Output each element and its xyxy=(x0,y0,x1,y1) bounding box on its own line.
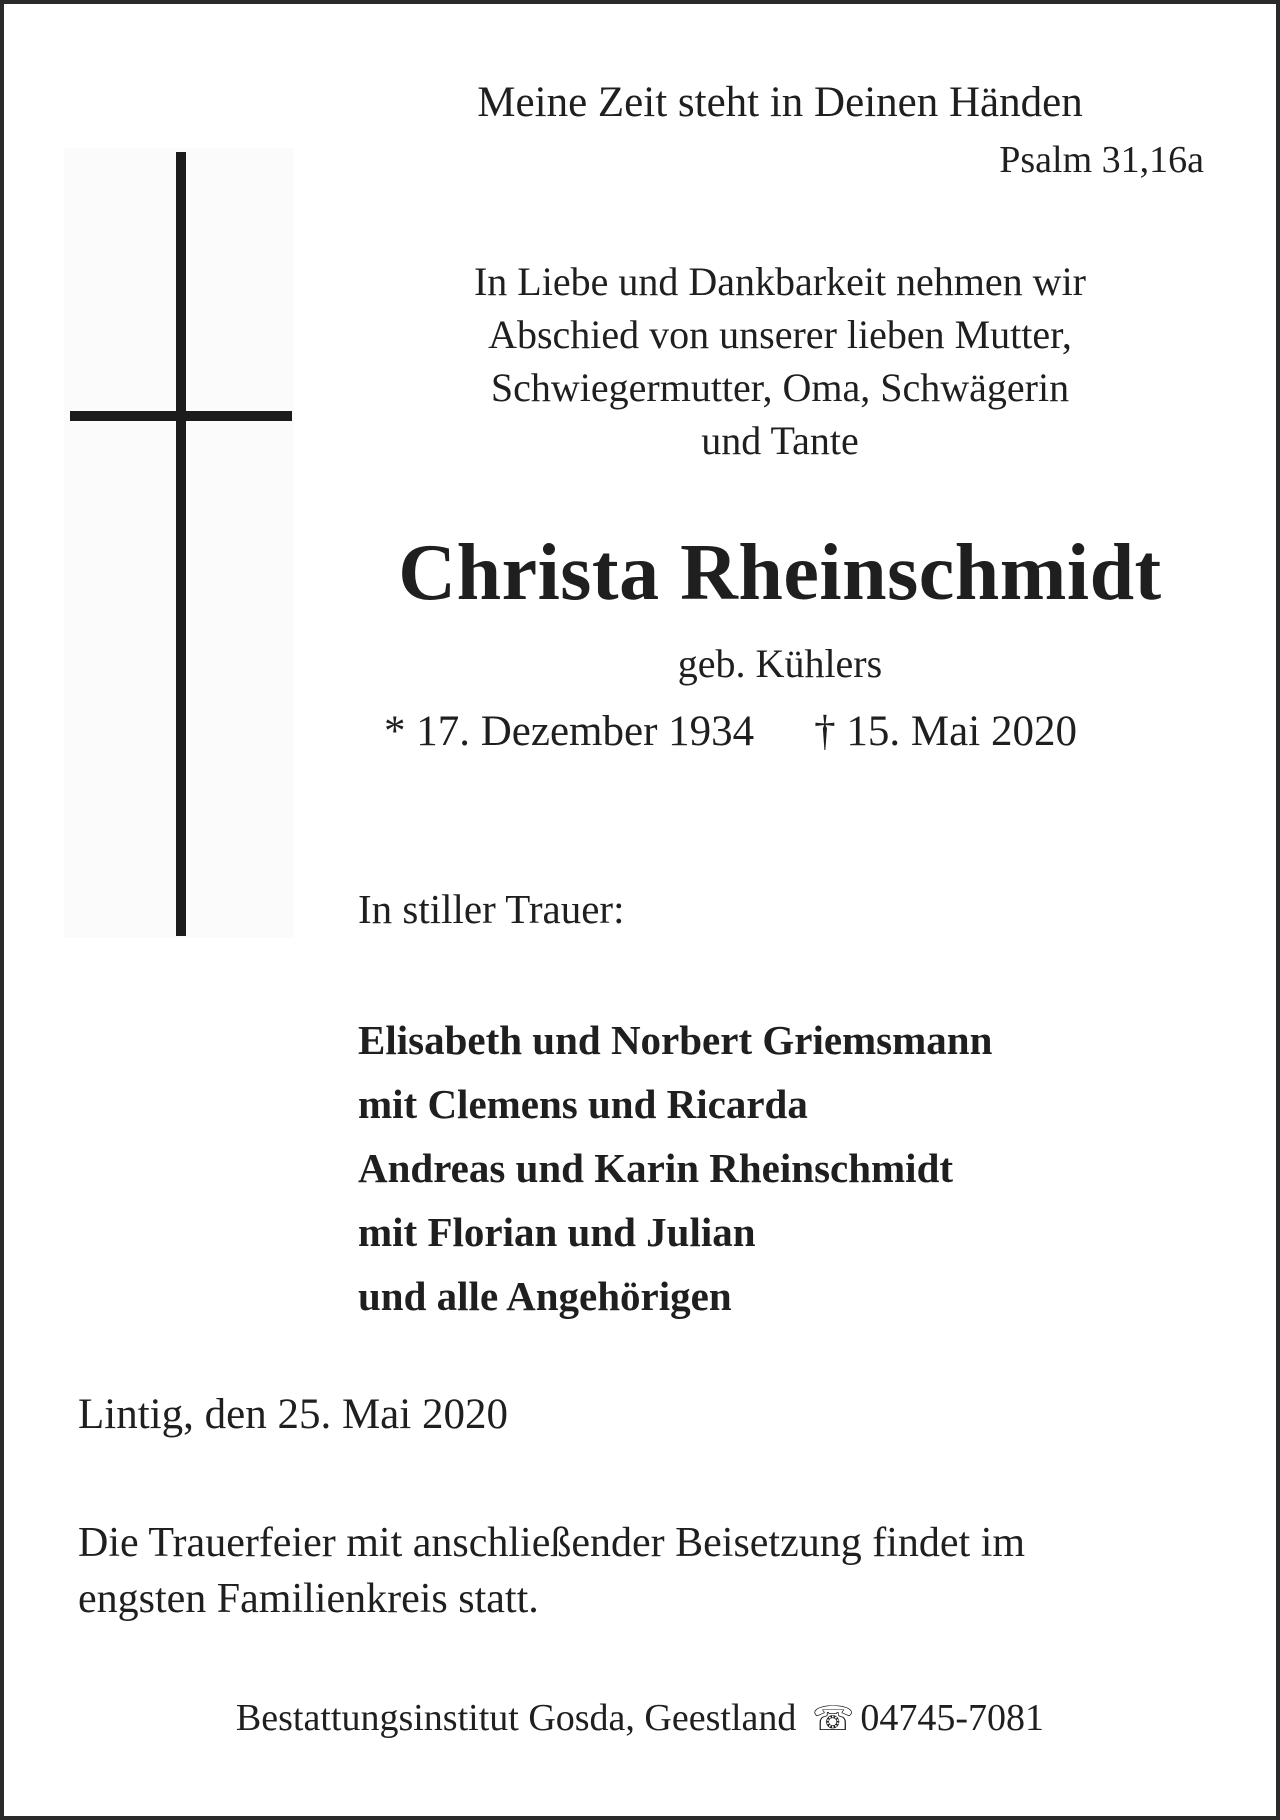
telephone-icon: ☏ xyxy=(811,1699,855,1739)
deceased-name: Christa Rheinschmidt xyxy=(398,529,1162,617)
intro-line: In Liebe und Dankbarkeit nehmen wir xyxy=(473,259,1086,304)
mourning-heading: In stiller Trauer: xyxy=(358,886,625,932)
mourner-line: mit Clemens und Ricarda xyxy=(358,1081,808,1127)
ceremony-line: Die Trauerfeier mit anschließender Beisetzung findet im xyxy=(78,1520,1026,1566)
mourners-list xyxy=(358,1008,992,1328)
birth-date: * 17. Dezember 1934 xyxy=(384,708,755,755)
cross-horizontal-beam xyxy=(70,411,292,421)
intro-line: Schwiegermutter, Oma, Schwägerin xyxy=(490,365,1070,410)
mourner-line: Andreas und Karin Rheinschmidt xyxy=(358,1145,954,1191)
mourner-line: und alle Angehörigen xyxy=(358,1273,732,1319)
phone-number: 04745-7081 xyxy=(860,1697,1045,1739)
ceremony-notice xyxy=(78,1515,1025,1627)
life-dates xyxy=(384,707,1077,756)
mourner-line: mit Florian und Julian xyxy=(358,1209,756,1255)
cross-vertical-beam xyxy=(176,152,186,936)
intro-line: Abschied von unserer lieben Mutter, xyxy=(488,312,1072,357)
bible-verse: Meine Zeit steht in Deinen Händen xyxy=(477,79,1083,126)
intro-line: und Tante xyxy=(701,418,859,463)
death-date: † 15. Mai 2020 xyxy=(814,708,1077,755)
verse-reference: Psalm 31,16a xyxy=(999,139,1204,181)
intro-text xyxy=(380,255,1180,467)
funeral-home-name: Bestattungsinstitut Gosda, Geestland xyxy=(235,1697,797,1739)
funeral-home-footer xyxy=(0,1696,1280,1740)
place-and-date: Lintig, den 25. Mai 2020 xyxy=(78,1391,508,1438)
mourner-line: Elisabeth und Norbert Griemsmann xyxy=(358,1017,993,1063)
maiden-name: geb. Kühlers xyxy=(677,641,883,686)
ceremony-line: engsten Familienkreis statt. xyxy=(78,1576,539,1622)
